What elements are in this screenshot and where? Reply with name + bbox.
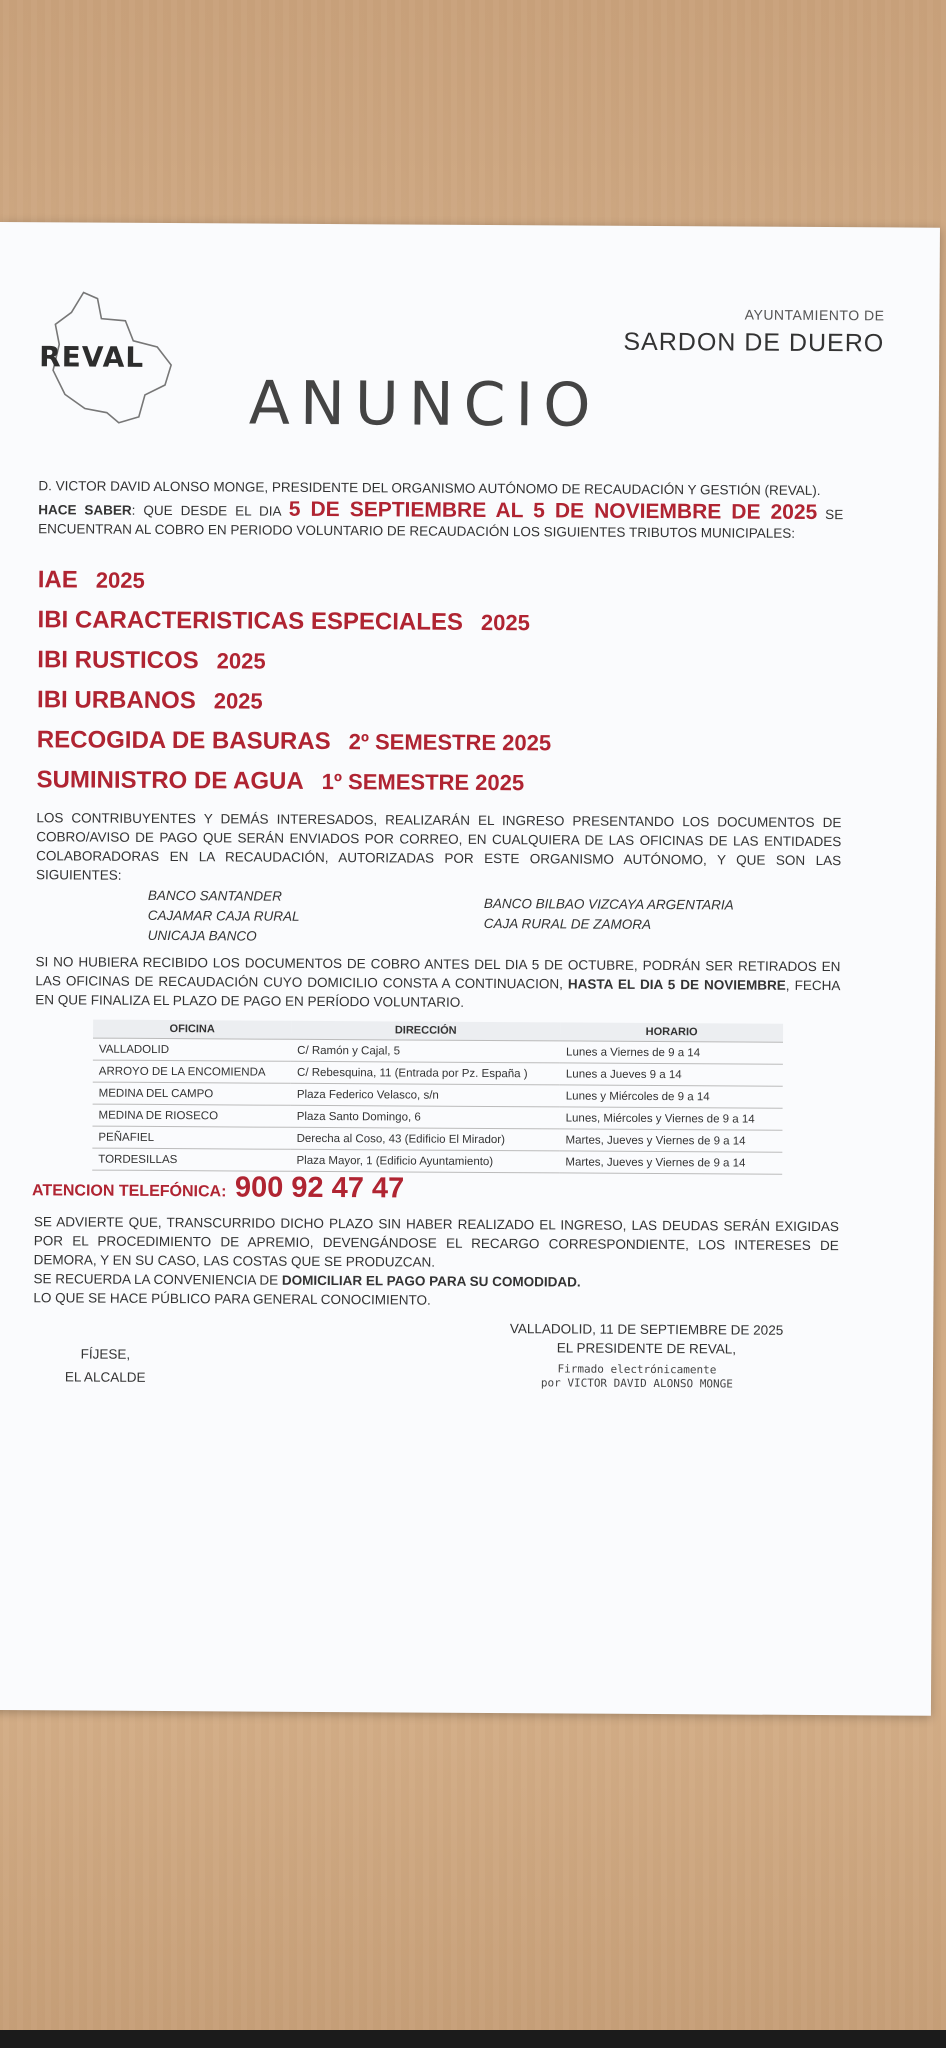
cell-direccion: Plaza Santo Domingo, 6	[291, 1105, 560, 1129]
firma-electronica	[541, 1362, 733, 1391]
collection-period: 5 DE SEPTIEMBRE AL 5 DE NOVIEMBRE DE 2025	[288, 497, 818, 524]
publico-text: LO QUE SE HACE PÚBLICO PARA GENERAL CONOCIMIENTO.	[33, 1290, 431, 1308]
tributo-year: 2025	[216, 648, 266, 674]
firma-block	[510, 1319, 784, 1359]
advierte-paragraph	[33, 1212, 839, 1312]
cell-oficina: MEDINA DEL CAMPO	[93, 1082, 291, 1105]
no-recibido-text1: SI NO HUBIERA RECIBIDO LOS DOCUMENTOS DE COBRO ANTES DEL DIA 5 DE OCTUBRE, PODRÁN SER RETIRADOS EN LAS OFICINAS DE RECAUDACIÓN CUYO DOMICILIO CONSTA A CONTINUACION,	[35, 954, 841, 992]
tributo-year: 1º SEMESTRE 2025	[321, 768, 525, 796]
tributo-name: SUMINISTRO DE AGUA	[36, 766, 304, 795]
advierte-text: SE ADVIERTE QUE, TRANSCURRIDO DICHO PLAZO SIN HABER REALIZADO EL INGRESO, LAS DEUDAS SERÁN EXIGIDAS POR EL PROCEDIMIENTO DE APREMIO, DEVENGÁNDOSE EL RECARGO CORRESPONDIENTE, LOS INTERESES DE DEMORA, Y EN SU CASO, LAS COSTAS QUE SE PRODUZCAN.	[33, 1214, 839, 1270]
banco-item: BANCO SANTANDER	[147, 887, 282, 904]
domiciliar-bold: DOMICILIAR EL PAGO PARA SU COMODIDAD.	[281, 1272, 581, 1290]
col-header-horario: HORARIO	[560, 1022, 783, 1042]
alcalde-label: EL ALCALDE	[64, 1369, 146, 1385]
cell-direccion: C/ Ramón y Cajal, 5	[291, 1039, 560, 1063]
cell-oficina: VALLADOLID	[93, 1038, 291, 1061]
notice-title: ANUNCIO	[248, 368, 601, 441]
tributo-year: 2025	[213, 688, 263, 714]
tributo-item	[36, 760, 551, 803]
col-header-oficina: OFICINA	[93, 1020, 291, 1040]
banco-item: UNICAJA BANCO	[147, 927, 257, 944]
cell-horario: Martes, Jueves y Viernes de 9 a 14	[559, 1151, 782, 1174]
col-header-direccion: DIRECCIÓN	[291, 1021, 560, 1041]
recuerda-text: SE RECUERDA LA CONVENIENCIA DE	[33, 1271, 279, 1288]
tributo-name: IBI CARACTERISTICAS ESPECIALES	[37, 606, 464, 636]
tributo-year: 2025	[480, 609, 530, 636]
cell-horario: Lunes a Jueves 9 a 14	[560, 1063, 783, 1086]
ayuntamiento-block	[623, 306, 884, 359]
cargo-presidente: EL PRESIDENTE DE REVAL,	[556, 1340, 737, 1357]
notice-paper	[0, 222, 940, 1716]
hace-saber-label: HACE SABER	[38, 502, 132, 518]
atencion-telefonica	[32, 1170, 404, 1205]
banco-item: BANCO BILBAO VIZCAYA ARGENTARIA	[483, 895, 734, 913]
cell-horario: Lunes a Viernes de 9 a 14	[560, 1041, 783, 1064]
hace-saber-paragraph	[38, 498, 843, 543]
atencion-label: ATENCION TELEFÓNICA:	[32, 1182, 227, 1201]
cell-horario: Lunes y Miércoles de 9 a 14	[560, 1085, 783, 1108]
tributo-year: 2025	[95, 567, 145, 593]
tributo-item	[37, 720, 552, 763]
alcalde-block	[65, 1342, 146, 1388]
banco-item: CAJA RURAL DE ZAMORA	[483, 915, 652, 932]
cell-direccion: Plaza Mayor, 1 (Edificio Ayuntamiento)	[290, 1149, 559, 1173]
banco-item: CAJAMAR CAJA RURAL	[147, 907, 300, 924]
tributo-item	[37, 680, 552, 723]
ayuntamiento-label: AYUNTAMIENTO DE	[744, 306, 885, 324]
reval-logo-text: REVAL	[39, 340, 145, 374]
oficinas-table	[92, 1020, 783, 1175]
bancos-col-1	[148, 886, 300, 947]
no-recibido-text2: , FECHA EN QUE FINALIZA EL PLAZO DE PAGO EN PERÍODO VOLUNTARIO.	[35, 977, 841, 1010]
cell-oficina: TORDESILLAS	[92, 1148, 290, 1171]
tributo-item	[38, 560, 553, 603]
deadline-bold: HASTA EL DIA 5 DE NOVIEMBRE	[567, 976, 786, 993]
municipio-name: SARDON DE DUERO	[623, 327, 885, 358]
cell-horario: Martes, Jueves y Viernes de 9 a 14	[559, 1129, 782, 1152]
cell-horario: Lunes, Miércoles y Viernes de 9 a 14	[560, 1107, 783, 1130]
cell-direccion: Plaza Federico Velasco, s/n	[291, 1083, 560, 1107]
tributo-name: IAE	[37, 566, 78, 594]
contribuyentes-paragraph: LOS CONTRIBUYENTES Y DEMÁS INTERESADOS, REALIZARÁN EL INGRESO PRESENTANDO LOS DOCUMENTOS DE COBRO/AVISO DE PAGO QUE SERÁN ENVIADOS POR CORREO, EN CUALQUIERA DE LAS OFICINAS DE LAS ENTIDADES COLABORADORAS EN LA RECAUDACIÓN, AUTORIZADAS POR ESTE ORGANISMO AUTÓNOMO, Y QUE SON LAS SIGUIENTES:	[35, 810, 842, 883]
tributo-name: IBI RUSTICOS	[37, 646, 199, 675]
hace-saber-text2: SE ENCUENTRAN AL COBRO EN PERIODO VOLUNTARIO DE RECAUDACIÓN LOS SIGUIENTES TRIBUTOS MUNICIPALES:	[38, 507, 844, 541]
bottom-edge	[0, 2030, 946, 2048]
tributo-year: 2º SEMESTRE 2025	[348, 729, 552, 756]
firma-elec-line2: por VICTOR DAVID ALONSO MONGE	[540, 1376, 733, 1391]
tributo-name: IBI URBANOS	[36, 686, 196, 715]
cell-oficina: PEÑAFIEL	[92, 1126, 290, 1149]
tributo-name: RECOGIDA DE BASURAS	[36, 726, 331, 756]
lugar-fecha: VALLADOLID, 11 DE SEPTIEMBRE DE 2025	[509, 1321, 784, 1338]
hace-saber-text1: : QUE DESDE EL DIA	[131, 502, 281, 519]
phone-number: 900 92 47 47	[234, 1171, 405, 1205]
cell-oficina: MEDINA DE RIOSECO	[92, 1104, 290, 1127]
tributos-list	[36, 560, 552, 803]
bancos-col-2	[484, 894, 734, 936]
tributo-item	[37, 640, 552, 683]
no-recibido-paragraph	[35, 952, 840, 1014]
cell-direccion: Derecha al Coso, 43 (Edificio El Mirador)	[291, 1127, 560, 1151]
cell-oficina: ARROYO DE LA ENCOMIENDA	[93, 1060, 291, 1083]
cell-direccion: C/ Rebesquina, 11 (Entrada por Pz. España )	[291, 1061, 560, 1085]
firma-elec-line1: Firmado electrónicamente	[557, 1362, 717, 1377]
fijese-label: FÍJESE,	[80, 1346, 131, 1362]
tributo-item	[37, 600, 552, 643]
intro-paragraph: D. VICTOR DAVID ALONSO MONGE, PRESIDENTE DEL ORGANISMO AUTÓNOMO DE RECAUDACIÓN Y GESTIÓN (REVAL).	[38, 478, 821, 499]
